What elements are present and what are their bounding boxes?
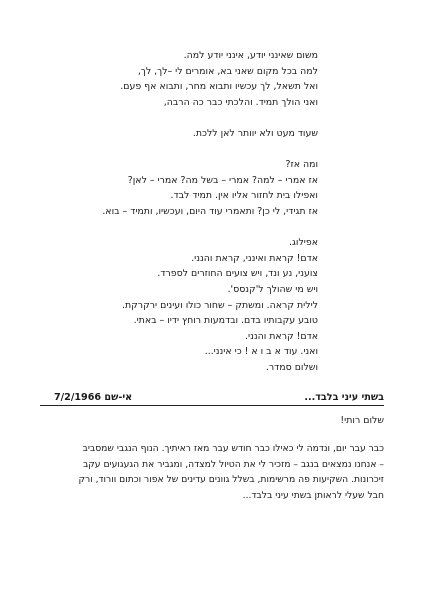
- poem-line: אדם! קראת והנני.: [245, 330, 318, 342]
- letter-line: כבר עבר יום, ונדמה לי כאילו כבר חודש עבר מאז ראיתיך. הנוף הנגבי שמסביב: [82, 443, 384, 454]
- letter-line: זיכרונות. השקיעות פה מרשימות, בשלל גוונים עדינים של אפור וכתום וורוד, ורק: [78, 474, 384, 486]
- poem-line: ואל תשאל, לך עכשיו ותבוא מחר, ותבוא אף פעם.: [120, 81, 318, 93]
- letter-greeting: שלום רותי!: [340, 415, 384, 426]
- letter-place-date: אי-שם 7/2/1966: [54, 392, 133, 403]
- poem-line: טובע עקבותיו בדם. ובדמעות רוחץ ידיו – באתי.: [133, 315, 318, 327]
- letter-title: בשתי עיני בלבד...: [304, 392, 384, 403]
- poem-line: אז תגידי, לי כן? ותאמרי עוד היום, ועכשיו, ותמיד – בוא.: [102, 205, 318, 217]
- letter-line: – אנחנו נמצאים בנגב – מזכיר לי את הטיול למצדה, ומגביר את הגעגועים עקב: [82, 458, 384, 470]
- poem-line: שעוד מעט ולא יוותר לאן ללכת.: [192, 127, 318, 139]
- poem-block: [48, 48, 318, 375]
- letter-line: חבל שעלי לראותן בשתי עיני בלבד...: [242, 489, 384, 501]
- poem-line: ואפילו בית לחזור אליו אין. תמיד לבד.: [170, 190, 318, 202]
- stanza-break: [48, 220, 318, 236]
- poem-line: אז אמרי – למה? אמרי – בשל מה? אמרי – לאן?: [127, 174, 318, 186]
- poem-line: למה בכל מקום שאני בא, אומרים לי –לך, לך,: [137, 65, 318, 77]
- poem-line: ואני. עוד א ב ו א ! כי אינני...: [204, 346, 318, 358]
- poem-signature: ושלום סמדר.: [265, 361, 318, 373]
- poem-line: ואני הולך תמיד. והלכתי כבר כה הרבה,: [163, 96, 318, 108]
- epilogue-heading: אפילוג.: [289, 237, 318, 249]
- poem-line: ויש מי שהולך ל'קנסס'.: [227, 283, 318, 295]
- poem-line: אדם! קראת ואינני, קראת והנני.: [191, 252, 318, 264]
- stanza-break: [48, 142, 318, 158]
- letter-header: [40, 391, 384, 406]
- stanza-break: [48, 110, 318, 126]
- poem-line: צועני, נע ונד, ויש צועים החוזרים לספרד.: [157, 268, 318, 280]
- poem-line: משום שאינני יודע, אינני יודע למה.: [183, 50, 318, 61]
- poem-line: לילית קראה. ומשתק – שחור כולו ועינים ירקרקת.: [122, 299, 318, 311]
- letter-body: [40, 441, 384, 503]
- poem-line: ומה אז?: [285, 159, 318, 171]
